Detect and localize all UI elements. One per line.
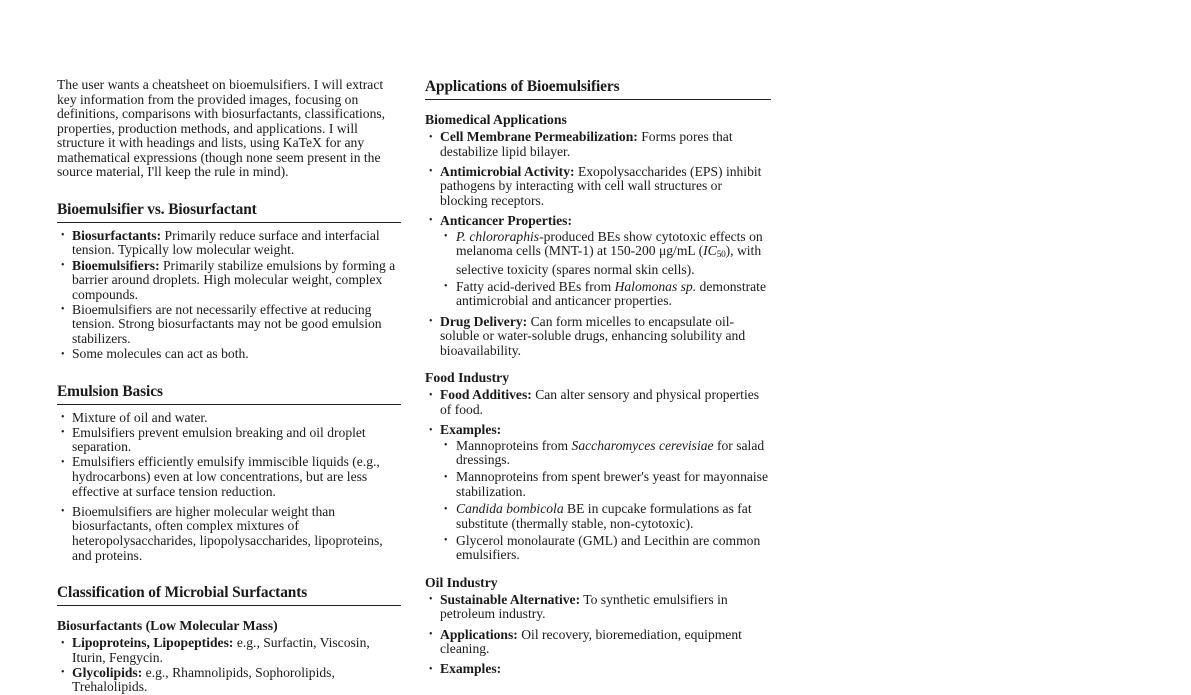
- list-item: [425, 315, 771, 359]
- list-item-label: Antimicrobial Activity:: [440, 163, 575, 179]
- list-item: [57, 666, 401, 695]
- list-item-label: Food Additives:: [440, 387, 532, 403]
- ic50-base: IC: [703, 243, 717, 259]
- list-item-text: Some molecules can act as both.: [72, 346, 249, 362]
- list-item: [57, 347, 401, 362]
- list-item: [57, 636, 401, 665]
- list-item-text: Emulsifiers efficiently emulsify immiscible liquids (e.g., hydrocarbons) even at low concentrations, but are less effective at surface tension reduction.: [72, 454, 380, 499]
- ic50-formula: [703, 243, 726, 261]
- list-item: [57, 259, 401, 303]
- sub-item-text-cont: for salad dressings.: [456, 437, 765, 468]
- list-item: [440, 439, 771, 468]
- list-item: [57, 426, 401, 455]
- list-biosurfactants-classes: [57, 636, 401, 695]
- sublist-food-examples: [440, 439, 771, 563]
- list-item: [57, 411, 401, 426]
- list-item-label: Applications:: [440, 626, 518, 642]
- list-item-label: Biosurfactants:: [72, 227, 162, 243]
- list-item-text: e.g., Rhamnolipids, Sophorolipids, Trehalolipids.: [72, 664, 335, 695]
- list-biomedical-applications: [425, 130, 771, 358]
- two-column-layout: [57, 78, 769, 695]
- list-item: [57, 229, 401, 258]
- list-item: [425, 214, 771, 309]
- list-item: [440, 230, 771, 278]
- list-item: [425, 423, 771, 563]
- subheading-biomedical-applications: Biomedical Applications: [425, 112, 567, 127]
- list-item: [425, 628, 771, 657]
- list-item-text: Exopolysaccharides (EPS) inhibit pathogens by interacting with cell wall structures or blocking receptors.: [440, 163, 762, 208]
- list-emulsion-basics: [57, 411, 401, 563]
- subheading-food-industry: Food Industry: [425, 370, 510, 386]
- list-item-text: Mixture of oil and water.: [72, 409, 208, 425]
- list-item-label: Examples:: [440, 422, 502, 438]
- list-item-label: Examples:: [440, 661, 502, 677]
- list-item-text: Can alter sensory and physical properties of food.: [440, 387, 760, 417]
- sub-item-text: Mannoproteins from: [456, 437, 572, 453]
- list-item: [440, 502, 771, 531]
- list-item-text: Emulsifiers prevent emulsion breaking and oil droplet separation.: [72, 424, 366, 455]
- list-bioemulsifier-vs-biosurfactant: [57, 229, 401, 362]
- list-item: [425, 388, 771, 417]
- list-item-text: Primarily stabilize emulsions by forming a barrier around droplets. High molecular weight, complex compounds.: [72, 257, 396, 302]
- list-oil-industry: [425, 593, 771, 677]
- heading-bioemulsifier-vs-biosurfactant: Bioemulsifier vs. Biosurfactant: [57, 201, 401, 223]
- sub-item-text: -produced BEs show cytotoxic effects on melanoma cells (MNT-1) at 150-200 μg/mL (: [456, 228, 763, 259]
- list-item-text: To synthetic emulsifiers in petroleum industry.: [440, 591, 728, 622]
- heading-classification-of-microbial-surfactants: Classification of Microbial Surfactants: [57, 584, 401, 606]
- list-item: [425, 662, 771, 677]
- list-item: [57, 455, 401, 499]
- list-item: [440, 470, 771, 499]
- intro-paragraph: The user wants a cheatsheet on bioemulsifiers. I will extract key information from the provided images, focusing on definitions, comparisons with biosurfactants, classifications, properties, production methods, and applications. I will structure it with headings and lists, using KaTeX for any mathematical expressions (though none seem present in the source material, I'll keep the rule in mind).: [57, 77, 386, 180]
- list-item-label: Bioemulsifiers:: [72, 257, 160, 273]
- list-item-text: Forms pores that destabilize lipid bilayer.: [440, 129, 733, 159]
- species-name: Saccharomyces cerevisiae: [571, 437, 714, 453]
- left-column: [57, 78, 401, 695]
- list-item-text: e.g., Surfactin, Viscosin, Iturin, Fengycin.: [72, 635, 370, 665]
- list-item-text: Bioemulsifiers are not necessarily effective at reducing tension. Strong biosurfactants may not be good emulsion stabilizers.: [72, 301, 382, 346]
- list-item-label: Anticancer Properties:: [440, 212, 572, 228]
- heading-emulsion-basics: Emulsion Basics: [57, 383, 401, 405]
- list-item-text: Can form micelles to encapsulate oil-soluble or water-soluble drugs, enhancing solubility and bioavailability.: [440, 313, 746, 358]
- list-item-label: Drug Delivery:: [440, 313, 528, 329]
- species-name: P. chlororaphis: [456, 228, 540, 244]
- list-item-label: Sustainable Alternative:: [440, 591, 581, 607]
- list-item: [57, 505, 401, 563]
- list-food-industry: [425, 388, 771, 563]
- list-item: [440, 534, 771, 563]
- sub-item-text-cont: ), with selective toxicity (spares normal skin cells).: [456, 243, 762, 277]
- ic50-subscript: 50: [716, 250, 726, 261]
- sub-item-text: Mannoproteins from spent brewer's yeast for mayonnaise stabilization.: [456, 469, 768, 499]
- list-item: [57, 303, 401, 347]
- species-name: Halomonas sp.: [614, 278, 697, 294]
- sub-item-text: Glycerol monolaurate (GML) and Lecithin are common emulsifiers.: [456, 532, 761, 563]
- list-item-text: Bioemulsifiers are higher molecular weight than biosurfactants, often complex mixtures of heteropolysaccharides, lipopolysaccharides, lipoproteins, and proteins.: [72, 503, 383, 563]
- subheading-oil-industry: Oil Industry: [425, 574, 498, 590]
- list-item-text: Primarily reduce surface and interfacial tension. Typically low molecular weight.: [72, 227, 380, 258]
- sub-item-text-cont: demonstrate antimicrobial and anticancer properties.: [456, 278, 766, 309]
- list-item: [425, 165, 771, 209]
- list-item-label: Glycolipids:: [72, 664, 143, 680]
- list-item: [425, 130, 771, 159]
- list-item-text: Oil recovery, bioremediation, equipment cleaning.: [440, 626, 742, 657]
- right-column: [425, 78, 771, 677]
- sub-item-text-cont: BE in cupcake formulations as fat substitute (thermally stable, non-cytotoxic).: [456, 501, 752, 531]
- list-item: [425, 593, 771, 622]
- sublist-anticancer-properties: [440, 230, 771, 310]
- subheading-biosurfactants-low-molecular-mass: Biosurfactants (Low Molecular Mass): [57, 618, 278, 634]
- species-name: Candida bombicola: [456, 501, 564, 516]
- list-item-label: Cell Membrane Permeabilization:: [440, 129, 638, 144]
- sub-item-text: Fatty acid-derived BEs from: [456, 278, 615, 294]
- list-item-label: Lipoproteins, Lipopeptides:: [72, 635, 234, 651]
- list-item: [440, 280, 771, 309]
- heading-applications-of-bioemulsifiers: Applications of Bioemulsifiers: [425, 78, 771, 100]
